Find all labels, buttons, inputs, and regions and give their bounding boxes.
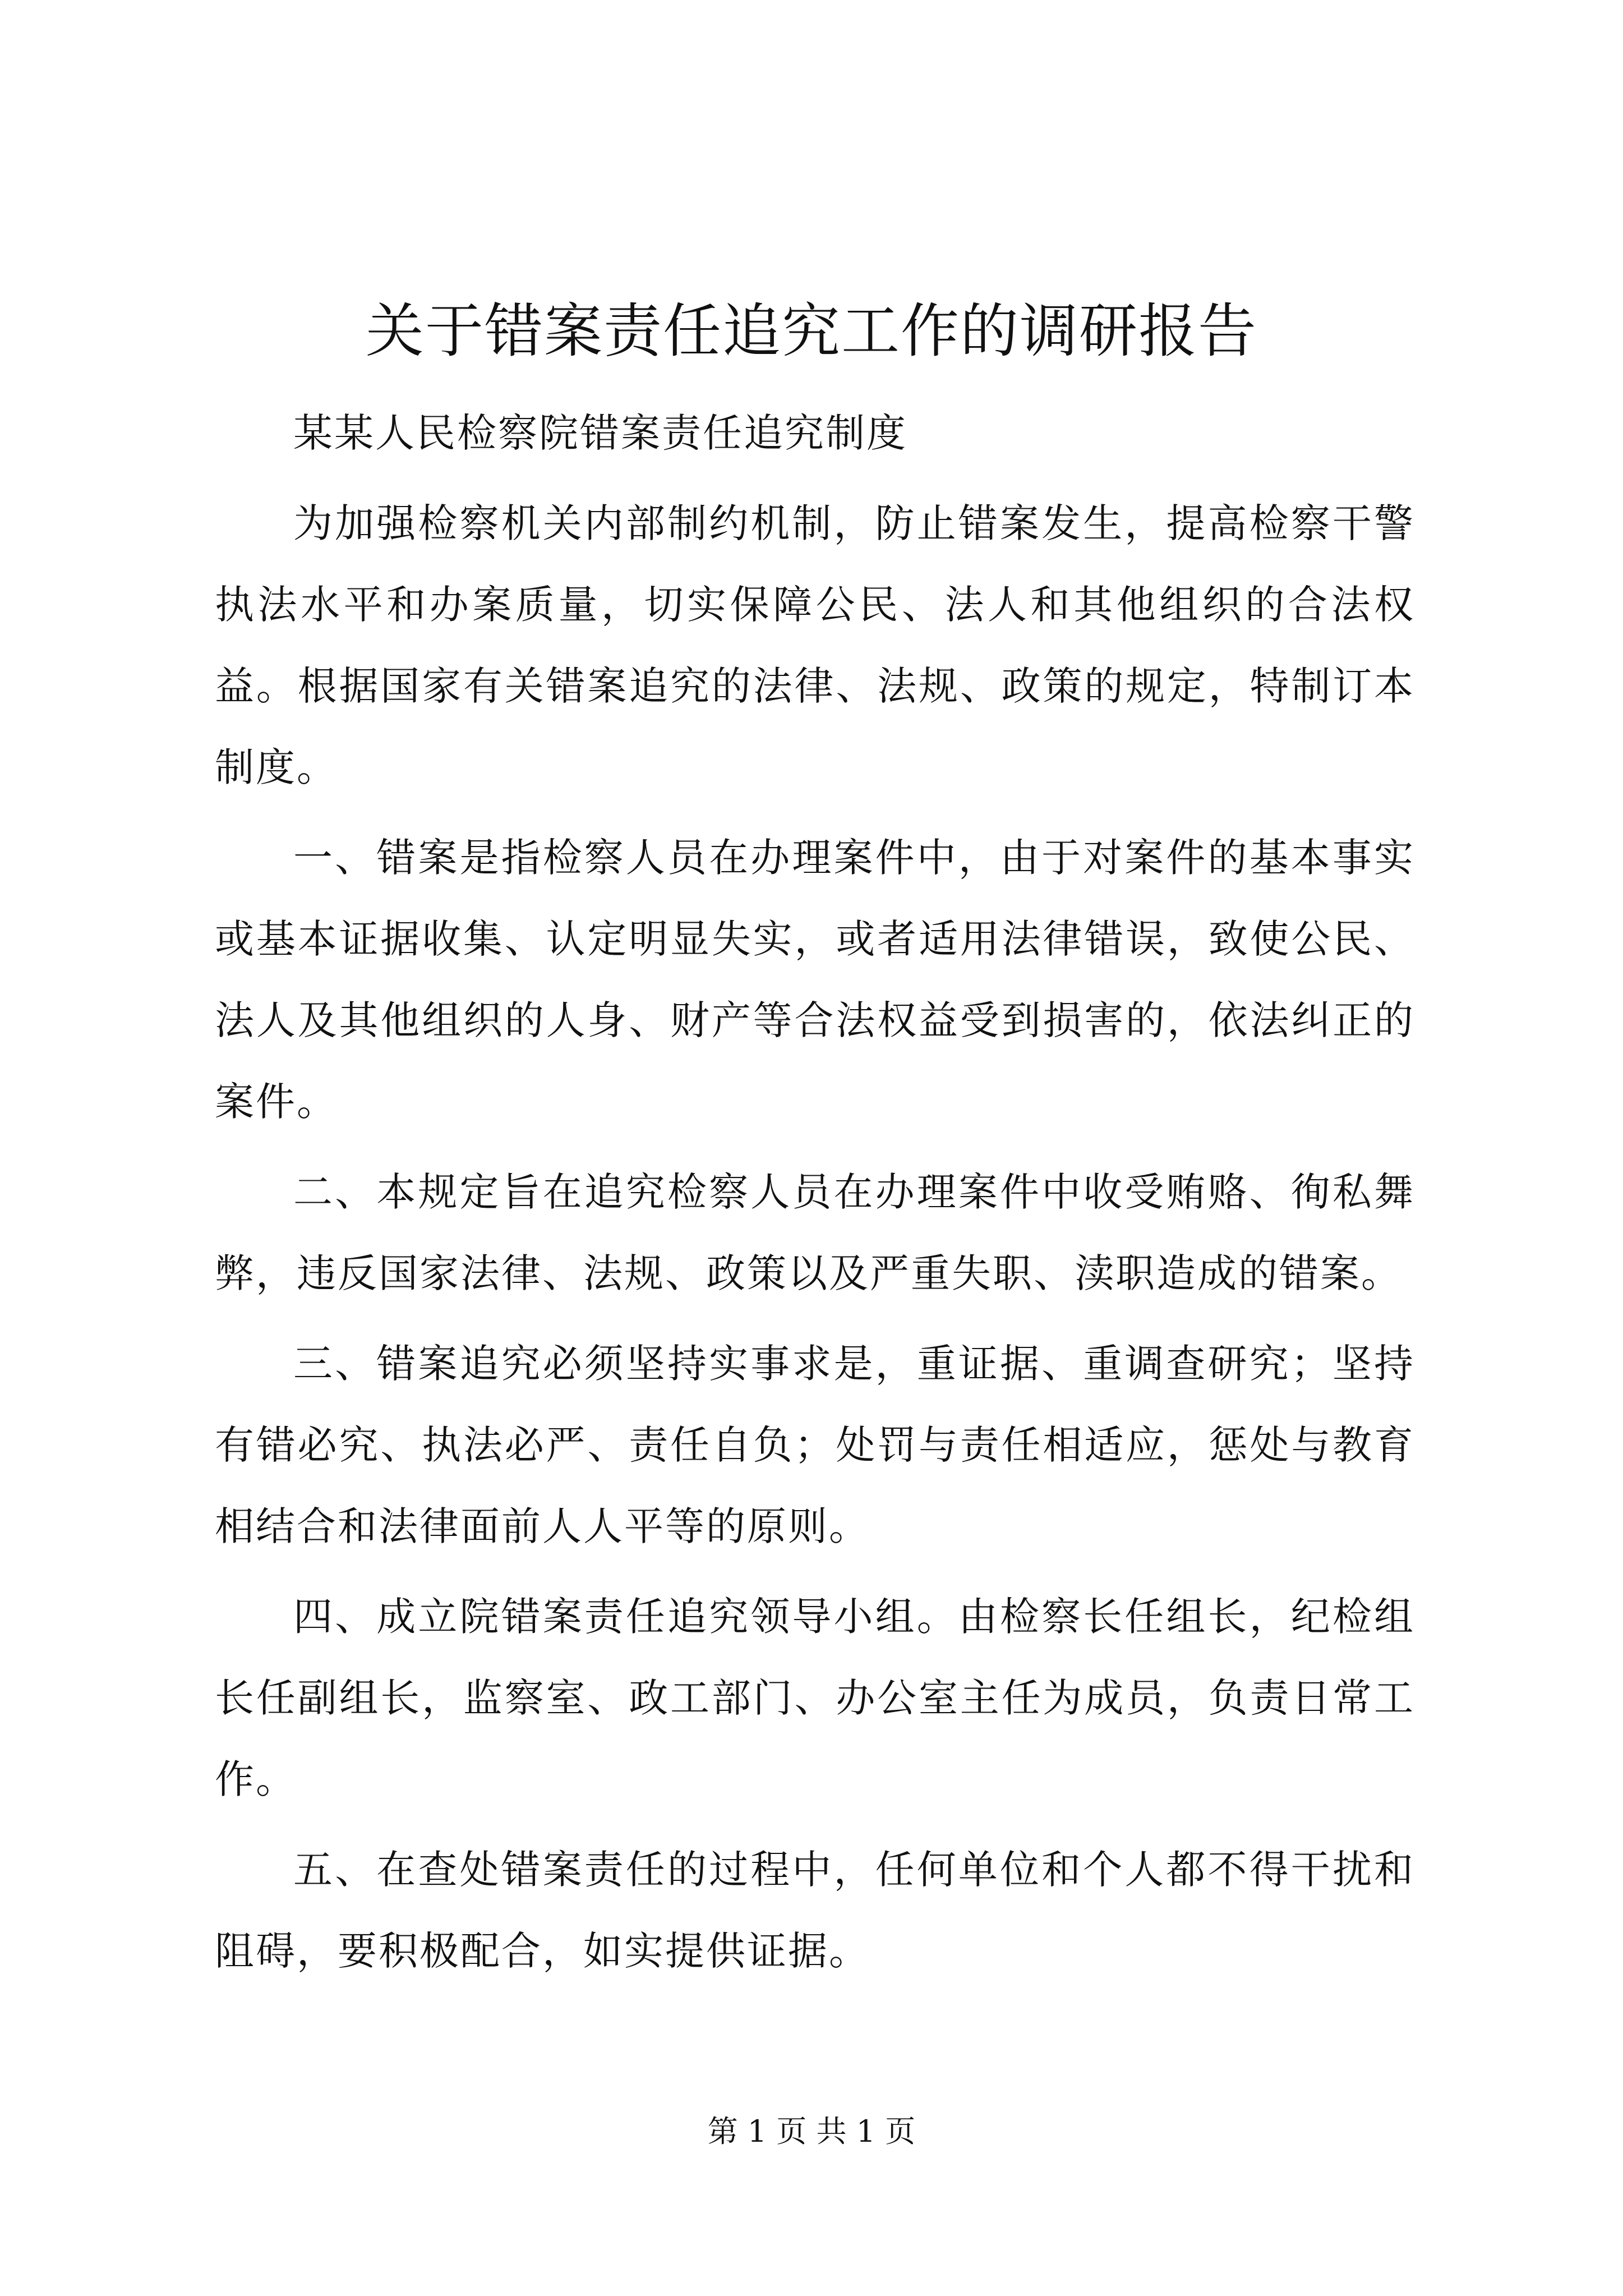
- paragraph: 五、在查处错案责任的过程中，任何单位和个人都不得干扰和阻碍，要积极配合，如实提供证据。: [215, 1847, 1415, 1974]
- document-body: [215, 393, 1415, 1992]
- document-title: 关于错案责任追究工作的调研报告: [365, 297, 1257, 365]
- paragraph: 二、本规定旨在追究检察人员在办理案件中收受贿赂、徇私舞弊，违反国家法律、法规、政策以及严重失职、渎职造成的错案。: [215, 1169, 1415, 1296]
- paragraph: 三、错案追究必须坚持实事求是，重证据、重调查研究；坚持有错必究、执法必严、责任自负；处罚与责任相适应，惩处与教育相结合和法律面前人人平等的原则。: [215, 1341, 1415, 1549]
- paragraph: 四、成立院错案责任追究领导小组。由检察长任组长，纪检组长任副组长，监察室、政工部门、办公室主任为成员，负责日常工作。: [215, 1594, 1415, 1802]
- paragraph: 一、错案是指检察人员在办理案件中，由于对案件的基本事实或基本证据收集、认定明显失实，或者适用法律错误，致使公民、法人及其他组织的人身、财产等合法权益受到损害的，依法纠正的案件。: [215, 835, 1415, 1125]
- page-footer: 第 1 页 共 1 页: [707, 2114, 916, 2149]
- document-subtitle: 某某人民检察院错案责任追究制度: [293, 410, 907, 456]
- paragraph: 为加强检察机关内部制约机制，防止错案发生，提高检察干警执法水平和办案质量，切实保障公民、法人和其他组织的合法权益。根据国家有关错案追究的法律、法规、政策的规定，特制订本制度。: [215, 500, 1415, 790]
